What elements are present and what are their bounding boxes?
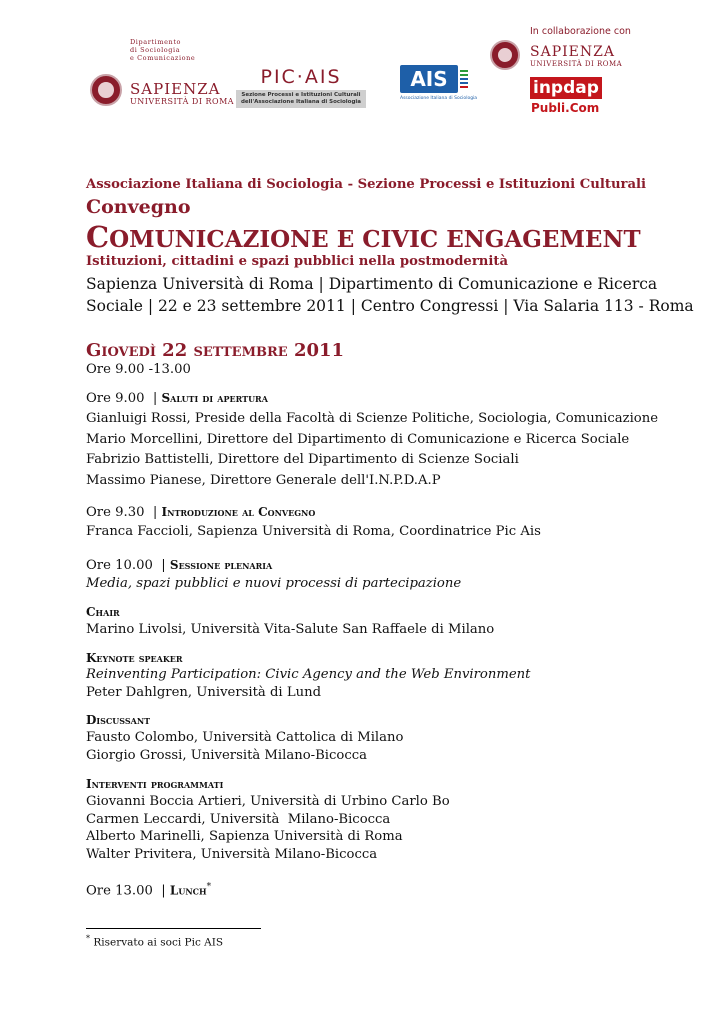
keynote-person: Peter Dahlgren, Università di Lund [86, 685, 322, 700]
lunch-footnote-mark: * [206, 882, 212, 892]
title-rest: OMUNICAZIONE E CIVIC ENGAGEMENT [109, 226, 641, 253]
day-month: settembre [193, 340, 288, 361]
dept-line-3: e Comunicazione [130, 54, 196, 62]
day-heading [86, 340, 344, 361]
keynote-talk: Reinventing Participation: Civic Agency and the Web Environment [86, 667, 531, 682]
convegno-label: Convegno [86, 196, 191, 218]
ais-box: AIS [400, 65, 458, 93]
collab-sapienza-name: SAPIENZA [530, 44, 615, 60]
collab-label: In collaborazione con [530, 26, 631, 37]
opening-person-2: Mario Morcellini, Direttore del Dipartimento di Comunicazione e Ricerca Sociale [86, 431, 630, 447]
ais-logo [400, 65, 480, 101]
inpdap-logo: inpdap [530, 77, 602, 99]
sapienza-seal-icon [90, 74, 122, 106]
lunch-heading [86, 878, 211, 900]
opening-label: Saluti di apertura [161, 391, 268, 405]
association-line: Associazione Italiana di Sociologia - Sezione Processi e Istituzioni Culturali [86, 177, 647, 192]
discussant-person-1: Fausto Colombo, Università Cattolica di Milano [86, 730, 404, 745]
opening-heading [86, 389, 268, 408]
picais-title: PIC·AIS [260, 66, 342, 88]
picais-line-2: dell'Associazione Italiana di Sociologia [241, 99, 361, 105]
plenary-label: Sessione plenaria [169, 558, 273, 572]
picais-line-1: Sezione Processi e Istituzioni Culturali [241, 92, 361, 98]
intro-person: Franca Faccioli, Sapienza Università di Roma, Coordinatrice Pic Ais [86, 524, 541, 539]
plenary-heading [86, 556, 272, 575]
chair-person: Marino Livolsi, Università Vita-Salute San Raffaele di Milano [86, 622, 495, 637]
venue-line-1: Sapienza Università di Roma | Dipartimento di Comunicazione e Ricerca [86, 275, 658, 293]
venue-line-2: Sociale | 22 e 23 settembre 2011 | Centro Congressi | Via Salaria 113 - Roma [86, 297, 694, 315]
title-initial: C [86, 220, 110, 254]
dept-line-1: Dipartimento [130, 38, 182, 46]
footnote-mark: * [86, 934, 90, 943]
footnote-text: Riservato ai soci Pic AIS [90, 936, 224, 949]
ais-stripes-icon [460, 70, 468, 88]
opening-person-3: Fabrizio Battistelli, Direttore del Dipartimento di Scienze Sociali [86, 452, 519, 467]
intro-heading [86, 503, 315, 522]
plenary-topic: Media, spazi pubblici e nuovi processi di partecipazione [86, 576, 462, 591]
interventi-person-3: Alberto Marinelli, Sapienza Università di Roma [86, 829, 403, 844]
opening-people [86, 409, 658, 491]
keynote-label: Keynote speaker [86, 651, 183, 665]
picais-logo [236, 66, 366, 108]
sapienza-name: SAPIENZA [130, 80, 221, 98]
picais-subtitle-box [236, 90, 366, 108]
lunch-label: Lunch [169, 883, 207, 898]
publicom-logo: Publi.Com [531, 101, 600, 115]
sapienza-sub: UNIVERSITÀ DI ROMA [130, 97, 235, 106]
intro-time: Ore 9.30 | [86, 505, 158, 520]
day-hours: Ore 9.00 -13.00 [86, 362, 191, 377]
opening-time: Ore 9.00 | [86, 391, 158, 406]
chair-label: Chair [86, 605, 120, 619]
interventi-person-2: Carmen Leccardi, Università Milano-Bicocca [86, 812, 391, 827]
dept-line-2: di Sociologia [130, 46, 181, 54]
conference-subtitle: Istituzioni, cittadini e spazi pubblici nella postmodernità [86, 254, 509, 269]
day-weekday: Giovedì [86, 340, 156, 361]
discussant-label: Discussant [86, 713, 151, 727]
day-number: 22 [155, 340, 194, 361]
collab-sapienza-sub: UNIVERSITÀ DI ROMA [530, 60, 623, 68]
opening-person-4: Massimo Pianese, Direttore Generale dell'I.N.P.D.A.P [86, 472, 441, 488]
footnote [86, 934, 223, 949]
ais-tagline: Associazione Italiana di Sociologia [400, 96, 478, 101]
conference-title [86, 220, 641, 254]
plenary-time: Ore 10.00 | [86, 558, 166, 573]
lunch-time: Ore 13.00 | [86, 883, 166, 899]
discussant-person-2: Giorgio Grossi, Università Milano-Bicocca [86, 748, 367, 763]
intro-label: Introduzione al Convegno [161, 505, 316, 519]
opening-person-1: Gianluigi Rossi, Preside della Facoltà di Scienze Politiche, Sociologia, Comunicazione [86, 411, 659, 426]
day-year: 2011 [287, 340, 345, 361]
footnote-divider [86, 928, 261, 929]
collab-sapienza-seal-icon [490, 40, 520, 70]
dept-logo [130, 38, 210, 62]
interventi-label: Interventi programmati [86, 777, 224, 791]
interventi-person-4: Walter Privitera, Università Milano-Bicocca [86, 847, 378, 862]
interventi-person-1: Giovanni Boccia Artieri, Università di Urbino Carlo Bo [86, 794, 450, 809]
